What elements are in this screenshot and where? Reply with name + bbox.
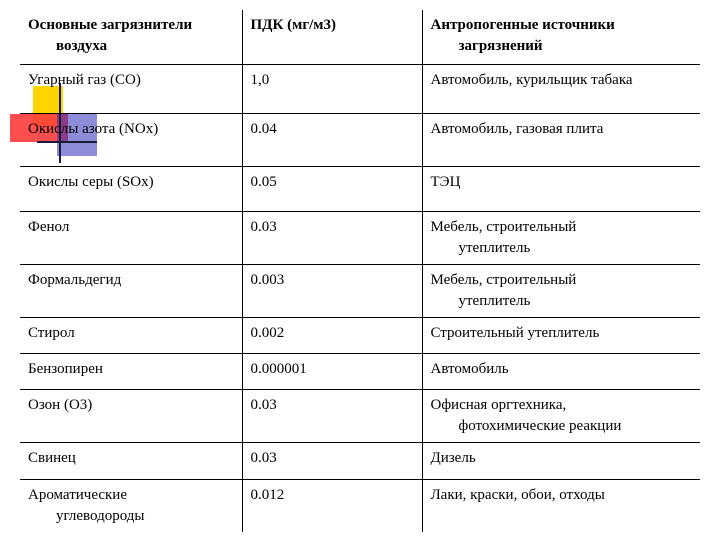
table-row (20, 65, 700, 114)
source-cell: Лаки, краски, обои, отходы (422, 480, 700, 533)
pollutant-cell: Стирол (20, 318, 242, 354)
table-row (20, 443, 700, 480)
pollutant-cell: Озон (О3) (20, 390, 242, 443)
pdk-cell: 0.04 (242, 114, 422, 167)
pollutant-cell: Свинец (20, 443, 242, 480)
pollutant-cell: Ароматические углеводороды (28, 487, 145, 524)
pollutants-table (20, 10, 700, 532)
source-cell: Строительный утеплитель (422, 318, 700, 354)
table-row (20, 212, 700, 265)
source-cell: Дизель (422, 443, 700, 480)
source-cell: Офисная оргтехника, фотохимические реакции (422, 390, 700, 443)
table-header-row (20, 10, 700, 65)
table-row (20, 354, 700, 390)
pdk-cell: 0.002 (242, 318, 422, 354)
pdk-cell: 0.003 (242, 265, 422, 318)
header-pollutant: Основные загрязнители воздуха (20, 10, 242, 65)
pollutant-cell: Окислы серы (SOx) (20, 167, 242, 212)
table-row (20, 167, 700, 212)
pollutant-cell: Формальдегид (20, 265, 242, 318)
pollutant-cell: Угарный газ (СО) (20, 65, 242, 114)
pdk-cell: 0.012 (242, 480, 422, 533)
source-cell: Автомобиль, газовая плита (422, 114, 700, 167)
source-cell: Автомобиль, курильщик табака (422, 65, 700, 114)
table-row (20, 390, 700, 443)
source-cell: Мебель, строительный утеплитель (422, 265, 700, 318)
pdk-cell: 0.000001 (242, 354, 422, 390)
table-row (20, 114, 700, 167)
pdk-cell: 0.05 (242, 167, 422, 212)
source-cell: Автомобиль (422, 354, 700, 390)
table-row (20, 265, 700, 318)
pdk-cell: 1,0 (242, 65, 422, 114)
pdk-cell: 0.03 (242, 443, 422, 480)
header-pdk: ПДК (мг/м3) (242, 10, 422, 65)
table-row (20, 480, 700, 533)
pdk-cell: 0.03 (242, 212, 422, 265)
pollutant-cell: Окислы азота (NOx) (20, 114, 242, 167)
header-source: Антропогенные источники загрязнений (422, 10, 700, 65)
table-row (20, 318, 700, 354)
pdk-cell: 0.03 (242, 390, 422, 443)
source-cell: ТЭЦ (422, 167, 700, 212)
pollutant-cell: Фенол (20, 212, 242, 265)
source-cell: Мебель, строительный утеплитель (422, 212, 700, 265)
pollutant-cell: Бензопирен (20, 354, 242, 390)
